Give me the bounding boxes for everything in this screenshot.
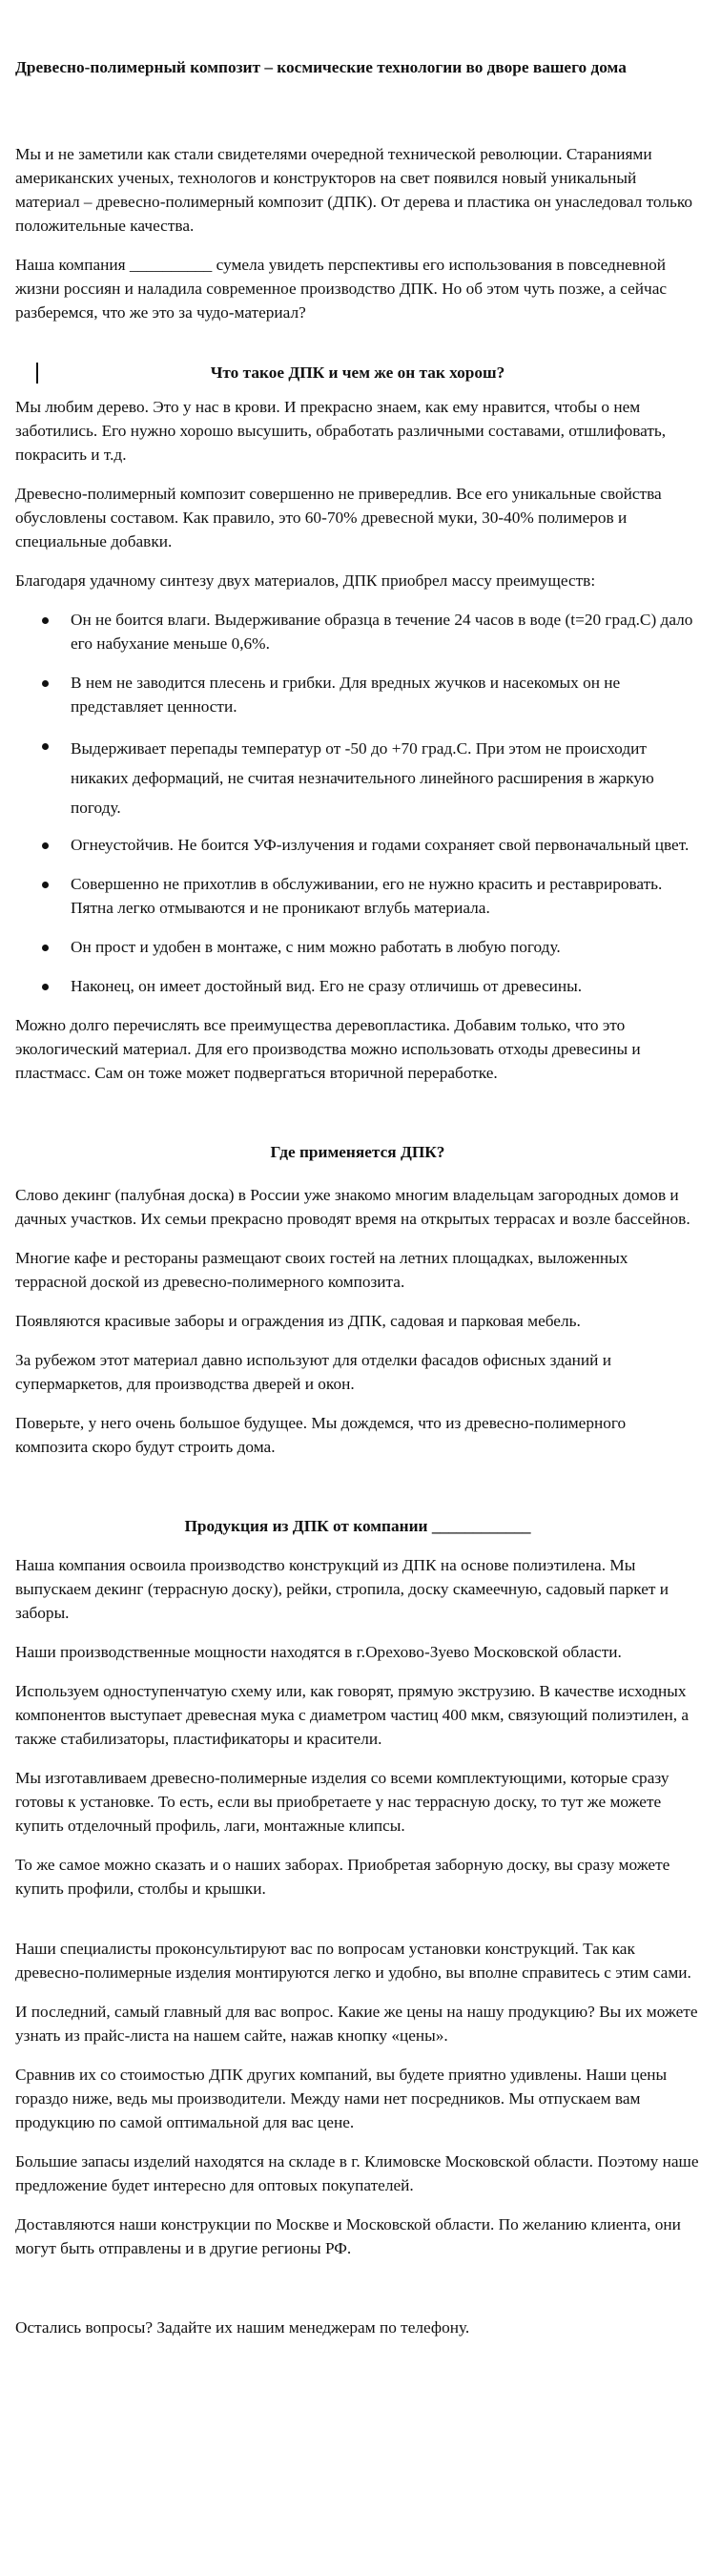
intro-paragraph: Наша компания __________ сумела увидеть перспективы его использования в повседневной жизни россиян и наладила современное производство ДПК. Но об этом чуть позже, а сейчас разберемся, что же это за чудо-материал? [15, 256, 668, 322]
section3-paragraph: Большие запасы изделий находятся на складе в г. Климовске Московской области. Поэтому наше предложение будет интересно для оптовых покупателей. [15, 2152, 699, 2194]
section3-paragraph: То же самое можно сказать и о наших заборах. Приобретая заборную доску, вы сразу можете купить профили, столбы и крышки. [15, 1856, 670, 1898]
section3-paragraph: И последний, самый главный для вас вопрос. Какие же цены на нашу продукцию? Вы их можете узнать из прайс-листа на нашем сайте, нажав кнопку «цены». [15, 2003, 698, 2045]
advantage-item: Он прост и удобен в монтаже, с ним можно работать в любую погоду. [71, 935, 700, 959]
advantage-item: Совершенно не прихотлив в обслуживании, его не нужно красить и реставрировать. Пятна легко отмываются и не проникают вглубь материала. [71, 872, 700, 920]
section2-paragraph: Поверьте, у него очень большое будущее. Мы дождемся, что из древесно-полимерного композита скоро будут строить дома. [15, 1414, 627, 1456]
advantage-item: Огнеустойчив. Не боится УФ-излучения и годами сохраняет свой первоначальный цвет. [71, 833, 700, 857]
advantage-item: Выдерживает перепады температур от -50 до +70 град.С. При этом не происходит никаких деформаций, не считая незначительного линейного расширения в жаркую погоду. [71, 734, 700, 822]
section3-paragraph: Сравнив их со стоимостью ДПК других компаний, вы будете приятно удивлены. Наши цены гораздо ниже, ведь мы производители. Между нами нет посредников. Мы отпускаем вам продукцию по самой оптимальной для вас цене. [15, 2066, 668, 2131]
section3-paragraph: Наши специалисты проконсультируют вас по вопросам установки конструкций. Так как древесно-полимерные изделия монтируются легко и удобно, вы вполне справитесь с этим сами. [15, 1940, 691, 1982]
section3-paragraph: Используем одноступенчатую схему или, как говорят, прямую экструзию. В качестве исходных компонентов выступает древесная мука с диаметром частиц 400 мкм, связующий полиэтилен, а также стабилизаторы, пластификаторы и красители. [15, 1682, 690, 1748]
advantage-item: Наконец, он имеет достойный вид. Его не сразу отличишь от древесины. [71, 974, 700, 998]
section3-paragraph: Наша компания освоила производство конструкций из ДПК на основе полиэтилена. Мы выпускаем декинг (террасную доску), рейки, стропила, доску скамеечную, садовый паркет и заборы. [15, 1556, 669, 1622]
section1-paragraph: Благодаря удачному синтезу двух материалов, ДПК приобрел массу преимуществ: [15, 571, 596, 590]
section2-paragraph: За рубежом этот материал давно используют для отделки фасадов офисных зданий и супермаркетов, для производства дверей и окон. [15, 1351, 611, 1393]
intro-paragraph: Мы и не заметили как стали свидетелями очередной технической революции. Стараниями американских ученых, технологов и конструкторов на свет появился новый уникальный материал – древесно-полимерный композит (ДПК). От дерева и пластика он унаследовал только положительные качества. [15, 145, 692, 235]
section2-paragraph: Многие кафе и рестораны размещают своих гостей на летних площадках, выложенных террасной доской из древесно-полимерного композита. [15, 1249, 628, 1291]
section3-paragraph: Наши производственные мощности находятся в г.Орехово-Зуево Московской области. [15, 1643, 622, 1661]
section1-closing: Можно долго перечислять все преимущества деревопластика. Добавим только, что это экологический материал. Для его производства можно использовать отходы древесины и пластмасс. Сам он тоже может подвергаться вторичной переработке. [15, 1016, 641, 1082]
section1-paragraph: Мы любим дерево. Это у нас в крови. И прекрасно знаем, как ему нравится, чтобы о нем заботились. Его нужно хорошо высушить, обработать различными составами, отшлифовать, покрасить и т.д. [15, 398, 667, 464]
section-heading-what-is-dpk: Что такое ДПК и чем же он так хорош? [15, 361, 700, 384]
section2-paragraph: Слово декинг (палубная доска) в России уже знакомо многим владельцам загородных домов и дачных участков. Их семьи прекрасно проводят время на открытых террасах и возле бассейнов. [15, 1186, 690, 1228]
advantages-list [15, 608, 700, 998]
text-cursor [36, 363, 38, 384]
section2-paragraph: Появляются красивые заборы и ограждения из ДПК, садовая и парковая мебель. [15, 1312, 581, 1330]
section3-paragraph: Мы изготавливаем древесно-полимерные изделия со всеми комплектующими, которые сразу готовы к установке. То есть, если вы приобретаете у нас террасную доску, то тут же можете купить отделочный профиль, лаги, монтажные клипсы. [15, 1769, 670, 1835]
closing-question: Остались вопросы? Задайте их нашим менеджерам по телефону. [15, 2318, 470, 2337]
advantage-item: Он не боится влаги. Выдерживание образца в течение 24 часов в воде (t=20 град.С) дало его набухание меньше 0,6%. [71, 608, 700, 655]
section3-paragraph: Доставляются наши конструкции по Москве и Московской области. По желанию клиента, они могут быть отправлены и в другие регионы РФ. [15, 2215, 681, 2257]
section-heading-products: Продукция из ДПК от компании ____________ [184, 1517, 531, 1535]
advantage-item: В нем не заводится плесень и грибки. Для вредных жучков и насекомых он не представляет ценности. [71, 671, 700, 718]
article-title: Древесно-полимерный композит – космические технологии во дворе вашего дома [15, 58, 627, 76]
section1-paragraph: Древесно-полимерный композит совершенно не привередлив. Все его уникальные свойства обусловлены составом. Как правило, это 60-70% древесной муки, 30-40% полимеров и специальные добавки. [15, 485, 662, 551]
section-heading-where-used: Где применяется ДПК? [270, 1143, 445, 1161]
